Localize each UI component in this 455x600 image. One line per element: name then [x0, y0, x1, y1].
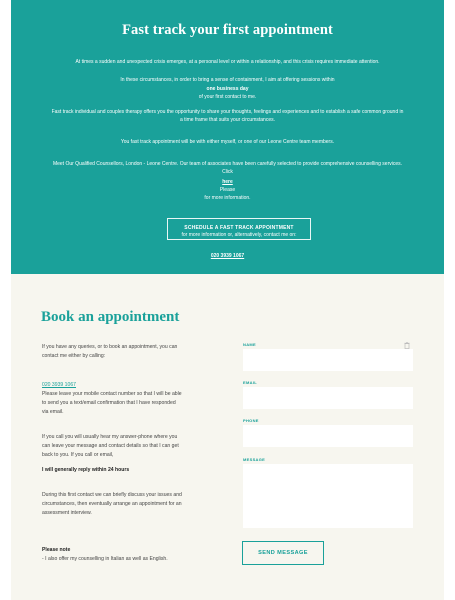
trash-icon[interactable]: [404, 342, 410, 349]
circumstances-paragraph: In these circumstances, in order to bring a sense of containment, I aim at offering sessions within: [120, 77, 335, 83]
name-field[interactable]: [243, 349, 413, 371]
email-field[interactable]: [243, 387, 413, 409]
send-message-button[interactable]: SEND MESSAGE: [242, 541, 324, 565]
fast-track-title: Fast track your first appointment: [122, 22, 333, 38]
reply-note: I will generally reply within 24 hours: [42, 467, 130, 473]
counsellors-paragraph: Meet Our Qualified Counsellors, London - Leone Centre. Our team of associates have been carefully selected to provide comprehensive counselling services. Click: [52, 161, 403, 175]
team-paragraph: You fast track appointment will be with either myself, or one of our Leone Centre team members.: [120, 139, 335, 145]
crisis-paragraph: At times a sudden and unexpected crisis emerges, at a personal level or within a relationship, and this crisis requires immediate attention.: [75, 59, 380, 65]
booking-phone-link[interactable]: 020 3939 1067: [42, 382, 76, 388]
book-appointment-title: Book an appointment: [41, 309, 180, 325]
here-link[interactable]: here: [222, 179, 233, 185]
message-label: MESSAGE: [243, 457, 266, 462]
italian-note: - I also offer my counselling in Italian as well as English.: [42, 556, 168, 562]
fast-track-section: [11, 0, 444, 274]
please-note-title: Please note: [42, 547, 71, 553]
hero-phone-link[interactable]: 020 3939 1067: [210, 253, 245, 259]
email-label: EMAIL: [243, 380, 257, 385]
phone-label: PHONE: [243, 418, 259, 423]
message-field[interactable]: [243, 464, 413, 528]
please-text: Please: [219, 187, 236, 193]
one-business-day: one business day: [206, 86, 249, 92]
more-info-text: for more information.: [204, 195, 251, 201]
first-contact-note: During this first contact we can briefly discuss your issues and circumstances, then eventually arrange an appointment for an assessment interview.: [42, 492, 182, 516]
name-label: NAME: [243, 342, 256, 347]
voicemail-note: If you call you will usually hear my answer-phone where you can leave your message and contact details so that I can get back to you. If you call or email,: [42, 434, 179, 458]
contact-me-on-text: for more information or, alternatively, contact me on:: [181, 232, 297, 238]
mobile-note: Please leave your mobile contact number so that I will be able to send you a text/email confirmation that I have responded via email.: [42, 391, 182, 415]
schedule-button-label: SCHEDULE A FAST TRACK APPOINTMENT: [184, 225, 294, 231]
book-appointment-section: [11, 274, 444, 600]
fast-track-therapy-paragraph: Fast track individual and couples therapy offers you the opportunity to share your thoughts, feelings and experiences and to establish a safe common ground in a time frame that suits your circumstances.: [51, 109, 404, 123]
phone-field[interactable]: [243, 425, 413, 447]
first-contact-line: of your first contact to me.: [198, 94, 257, 100]
queries-paragraph: If you have any queries, or to book an appointment, you can contact me either by calling:: [42, 344, 178, 359]
